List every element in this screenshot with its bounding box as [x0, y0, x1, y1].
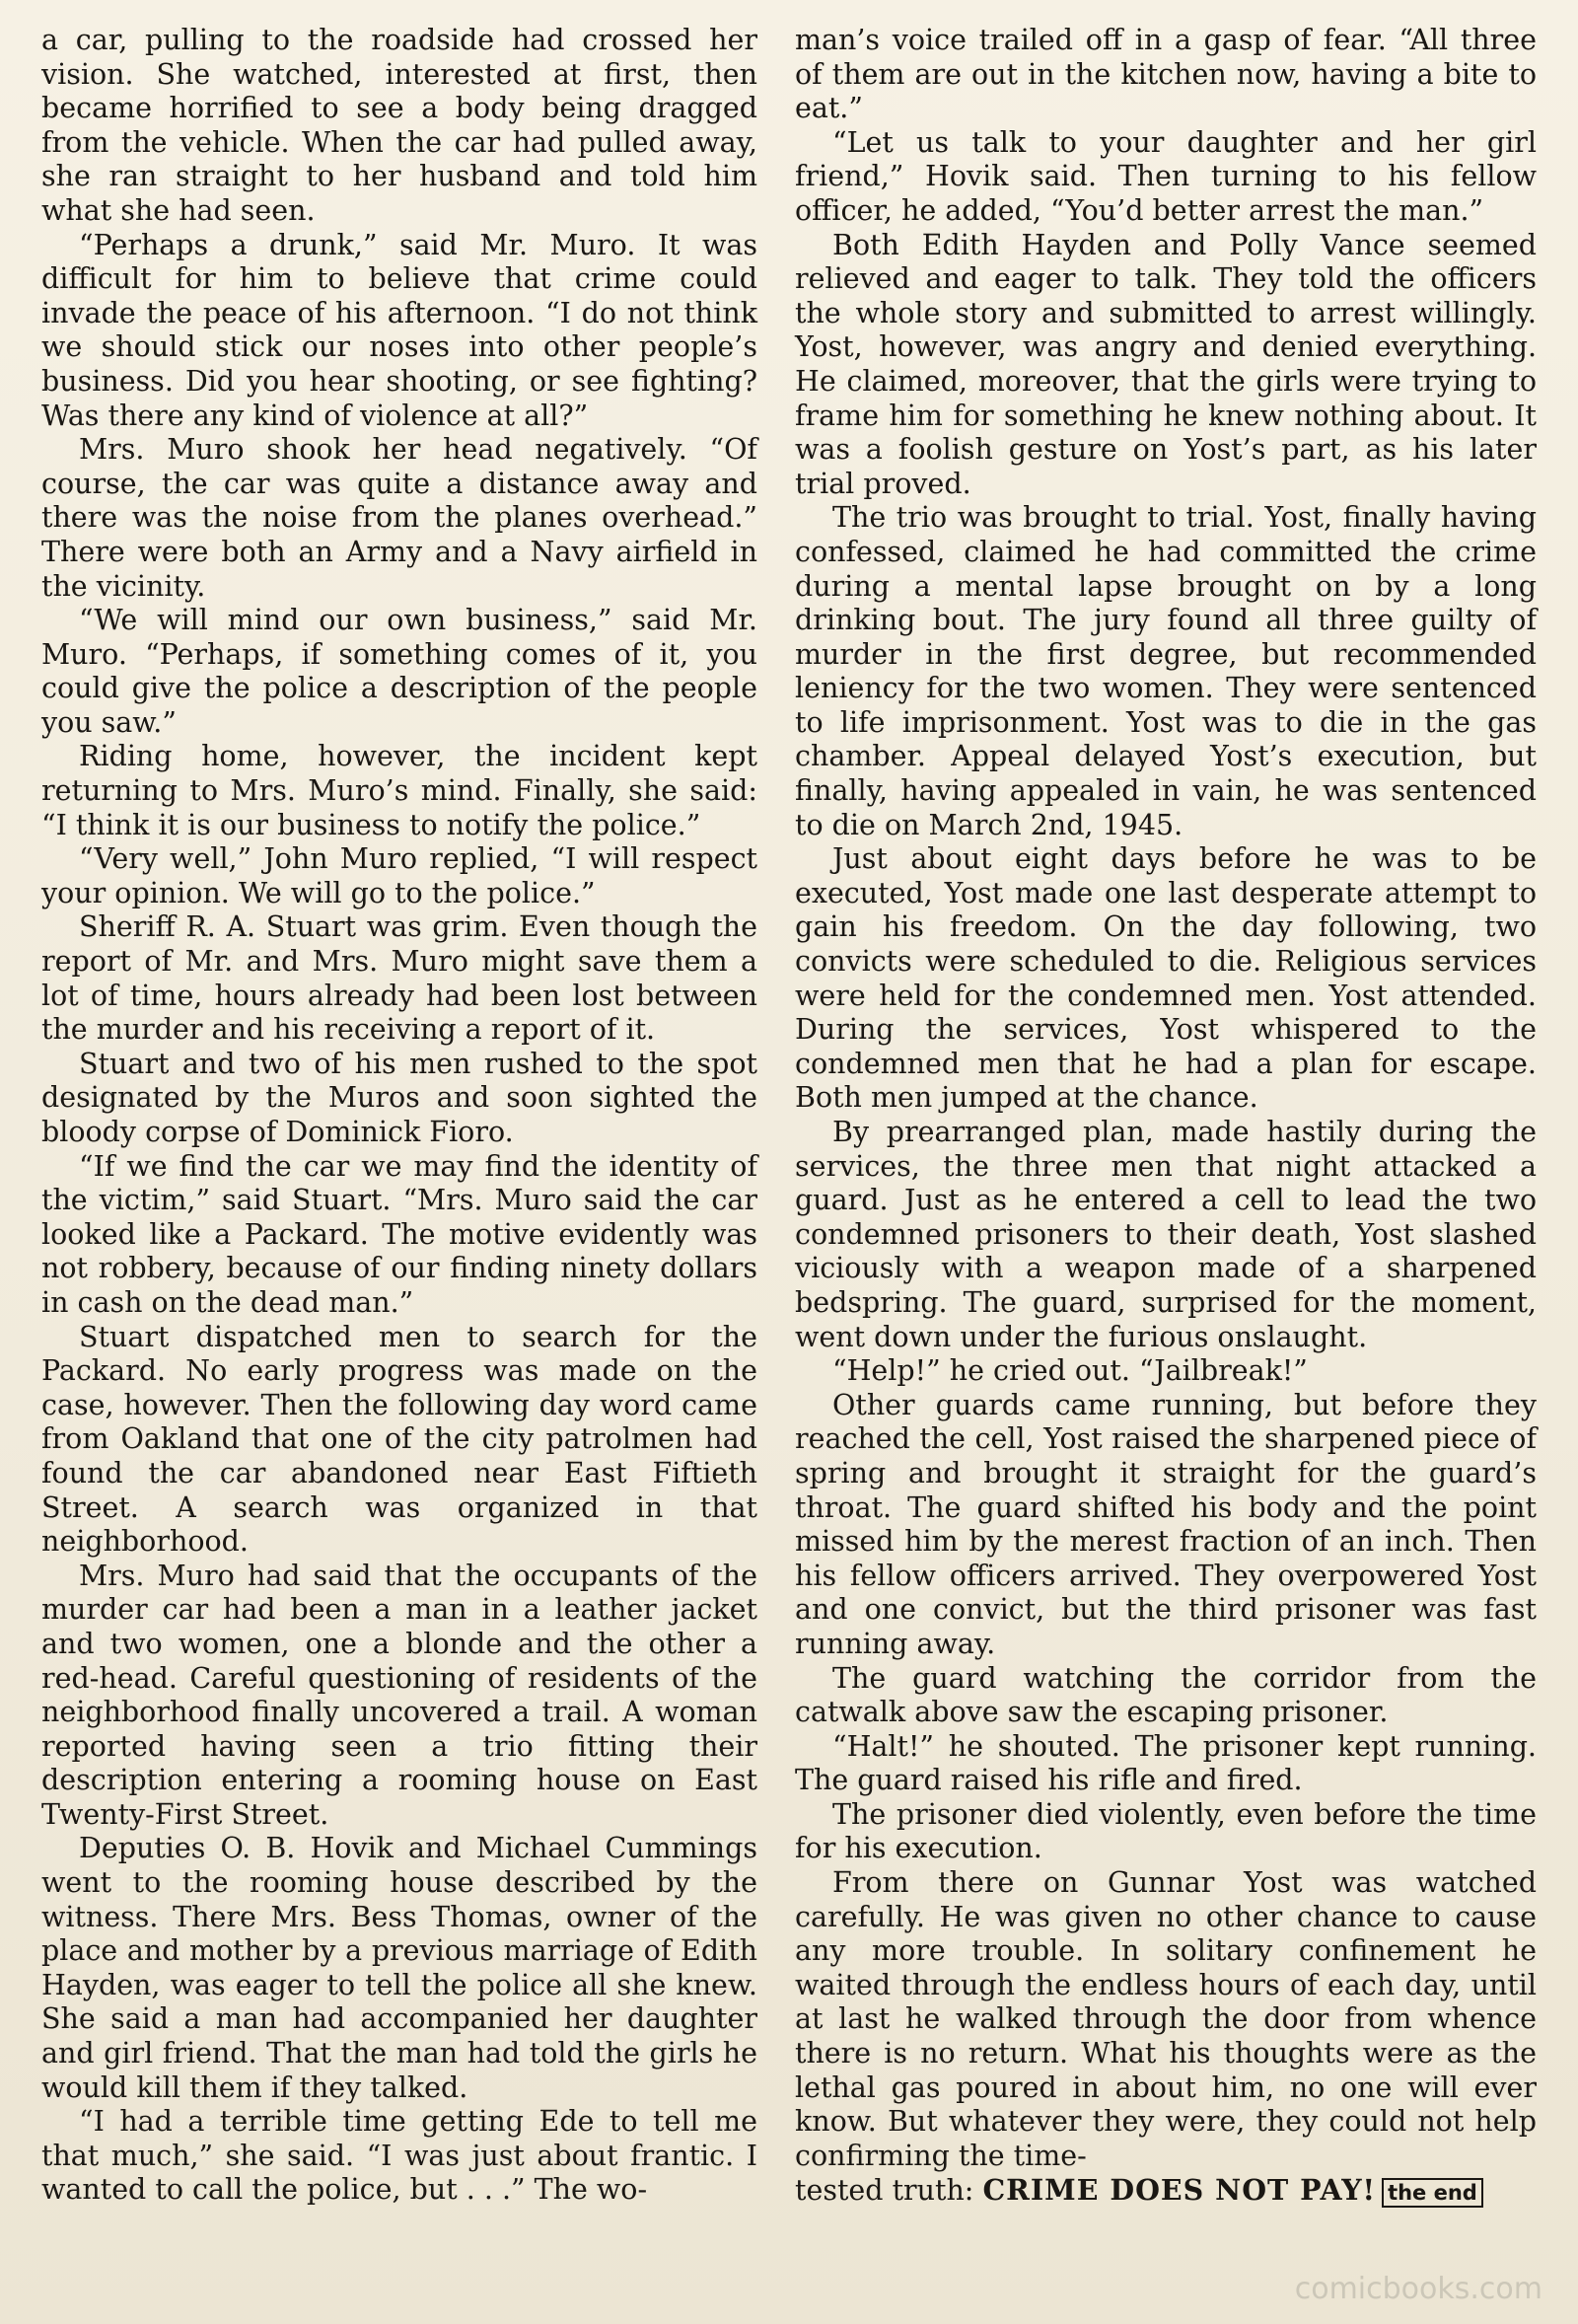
paragraph: The guard watching the corridor from the catwalk above saw the escaping prisoner.: [795, 1661, 1537, 1729]
paragraph: “Let us talk to your daughter and her girl friend,” Hovik said. Then turning to his fellow officer, he added, “You’d better arrest the man.”: [795, 125, 1537, 227]
site-watermark: comicbooks.com: [1294, 2272, 1542, 2306]
paragraph: By prearranged plan, made hastily during the services, the three men that night attacked a guard. Just as he entered a cell to lead the two condemned prisoners to their death, Yost slashed viciously with a weapon made of a sharpened bedspring. The guard, surprised for the moment, went down under the furious onslaught.: [795, 1116, 1537, 1353]
paragraph: Both Edith Hayden and Polly Vance seemed relieved and eager to talk. They told the officers the whole story and submitted to arrest willingly. Yost, however, was angry and denied everything. He claimed, moreover, that the girls were trying to frame him for something he knew nothing about. It was a foolish gesture on Yost’s part, as his later trial proved.: [795, 228, 1537, 500]
paragraph: Riding home, however, the incident kept returning to Mrs. Muro’s mind. Finally, she said: “I think it is our business to notify the police.”: [41, 740, 757, 841]
right-column: [795, 24, 1537, 2209]
paragraph: Mrs. Muro had said that the occupants of the murder car had been a man in a leather jacket and two women, one a blonde and the other a red-head. Careful questioning of residents of the neighborhood finally uncovered a trail. A woman reported having seen a trio fitting their description entering a rooming house on East Twenty-First Street.: [41, 1559, 757, 1831]
paragraph: “If we find the car we may find the identity of the victim,” said Stuart. “Mrs. Muro said the car looked like a Packard. The motive evidently was not robbery, because of our finding ninety dollars in cash on the dead man.”: [41, 1149, 757, 1319]
paragraph: a car, pulling to the roadside had crossed her vision. She watched, interested at first, then became horrified to see a body being dragged from the vehicle. When the car had pulled away, she ran straight to her husband and told him what she had seen.: [41, 24, 757, 227]
paragraph: Mrs. Muro shook her head negatively. “Of course, the car was quite a distance away and there was the noise from the planes overhead.” There were both an Army and a Navy airfield in the vicinity.: [41, 433, 757, 603]
paragraph: “Perhaps a drunk,” said Mr. Muro. It was difficult for him to believe that crime could invade the peace of his afternoon. “I do not think we should stick our noses into other people’s business. Did you hear shooting, or see fighting? Was there any kind of violence at all?”: [41, 228, 757, 432]
paragraph: man’s voice trailed off in a gasp of fear. “All three of them are out in the kitchen now, having a bite to eat.”: [795, 24, 1537, 125]
paragraph: Stuart and two of his men rushed to the spot designated by the Muros and soon sighted the bloody corpse of Dominick Fioro.: [41, 1047, 757, 1148]
left-column: [41, 24, 757, 2208]
paragraph: The trio was brought to trial. Yost, finally having confessed, claimed he had committed the crime during a mental lapse brought on by a long drinking bout. The jury found all three guilty of murder in the first degree, but recommended leniency for the two women. They were sentenced to life imprisonment. Yost was to die in the gas chamber. Appeal delayed Yost’s execution, but finally, having appealed in vain, he was sentenced to die on March 2nd, 1945.: [795, 501, 1537, 841]
paragraph: Stuart dispatched men to search for the Packard. No early progress was made on the case, however. Then the following day word came from Oakland that one of the city patrolmen had found the car abandoned near East Fiftieth Street. A search was organized in that neighborhood.: [41, 1320, 757, 1559]
paragraph: The prisoner died violently, even before the time for his execution.: [795, 1797, 1537, 1865]
paragraph: Deputies O. B. Hovik and Michael Cummings went to the rooming house described by the witness. There Mrs. Bess Thomas, owner of the place and mother by a previous marriage of Edith Hayden, was eager to tell the police all she knew. She said a man had accompanied her daughter and girl friend. That the man had told the girls he would kill them if they talked.: [41, 1832, 757, 2104]
paragraph: From there on Gunnar Yost was watched carefully. He was given no other chance to cause any more trouble. In solitary confinement he waited through the endless hours of each day, until at last he walked through the door from whence there is no return. What his thoughts were as the lethal gas poured in about him, no one will ever know. But whatever they were, they could not help confirming the time-: [795, 1866, 1537, 2172]
paragraph: “We will mind our own business,” said Mr. Muro. “Perhaps, if something comes of it, you could give the police a description of the people you saw.”: [41, 604, 757, 739]
paragraph: “Very well,” John Muro replied, “I will respect your opinion. We will go to the police.”: [41, 842, 757, 909]
closing-line: [795, 2173, 1537, 2209]
paragraph: “I had a terrible time getting Ede to tell me that much,” she said. “I was just about frantic. I wanted to call the police, but . . .” The wo-: [41, 2105, 757, 2207]
paragraph: “Help!” he cried out. “Jailbreak!”: [832, 1354, 1308, 1388]
paragraph: Sheriff R. A. Stuart was grim. Even though the report of Mr. and Mrs. Muro might save them a lot of time, hours already had been lost between the murder and his receiving a report of it.: [41, 910, 757, 1047]
the-end-box: the end: [1382, 2178, 1483, 2208]
paragraph: Other guards came running, but before they reached the cell, Yost raised the sharpened piece of spring and brought it straight for the guard’s throat. The guard shifted his body and the point missed him by the merest fraction of an inch. Then his fellow officers arrived. They overpowered Yost and one convict, but the third prisoner was fast running away.: [795, 1388, 1537, 1660]
paragraph: Just about eight days before he was to be executed, Yost made one last desperate attempt to gain his freedom. On the day following, two convicts were scheduled to die. Religious services were held for the condemned men. Yost attended. During the services, Yost whispered to the condemned men that he had a plan for escape. Both men jumped at the chance.: [795, 842, 1537, 1115]
crime-slogan: CRIME DOES NOT PAY!: [982, 2173, 1377, 2208]
paragraph: “Halt!” he shouted. The prisoner kept running. The guard raised his rifle and fired.: [795, 1729, 1537, 1797]
closing-lead: tested truth:: [795, 2174, 974, 2208]
